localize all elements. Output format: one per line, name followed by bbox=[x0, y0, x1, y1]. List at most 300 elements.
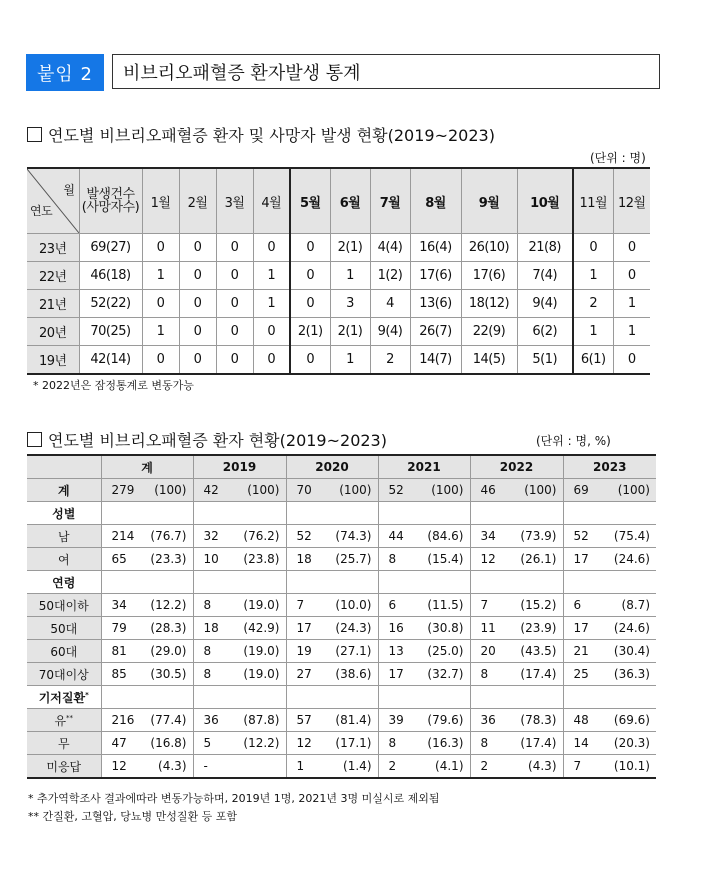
value-pair bbox=[471, 667, 563, 681]
data-row bbox=[27, 755, 656, 779]
month-header-6: 6월 bbox=[330, 168, 370, 234]
count-value: 18 bbox=[203, 621, 219, 635]
value-pair bbox=[379, 621, 470, 635]
column-header: 2022 bbox=[470, 455, 563, 479]
value-cell bbox=[101, 525, 193, 548]
value-cell bbox=[563, 686, 656, 709]
count-value: 216 bbox=[111, 713, 135, 727]
value-cell bbox=[193, 640, 286, 663]
count-value: 214 bbox=[111, 529, 135, 543]
count-value: 52 bbox=[573, 529, 589, 543]
value-pair bbox=[102, 529, 193, 543]
value-pair bbox=[379, 736, 470, 750]
month-value-cell: 0 bbox=[613, 262, 650, 290]
year-row bbox=[27, 318, 650, 346]
value-cell bbox=[101, 732, 193, 755]
month-header-10: 10월 bbox=[517, 168, 573, 234]
value-cell bbox=[470, 479, 563, 502]
count-value: 11 bbox=[480, 621, 496, 635]
count-value: 5 bbox=[203, 736, 212, 750]
value-pair bbox=[194, 759, 286, 773]
value-cell bbox=[378, 709, 470, 732]
data-row bbox=[27, 548, 656, 571]
value-cell bbox=[286, 709, 378, 732]
data-row bbox=[27, 525, 656, 548]
value-cell bbox=[101, 755, 193, 779]
row-label: 50대이하 bbox=[27, 594, 101, 617]
month-value-cell: 1 bbox=[142, 262, 179, 290]
year-row bbox=[27, 234, 650, 262]
month-value-cell: 1 bbox=[573, 262, 613, 290]
value-pair bbox=[471, 713, 563, 727]
count-value: - bbox=[203, 759, 208, 773]
value-pair bbox=[471, 736, 563, 750]
value-pair bbox=[379, 644, 470, 658]
count-value: 2 bbox=[388, 759, 397, 773]
percent-value: (77.4) bbox=[150, 713, 187, 727]
value-cell bbox=[101, 594, 193, 617]
column-header: 2021 bbox=[378, 455, 470, 479]
value-pair bbox=[287, 736, 378, 750]
month-value-cell: 0 bbox=[290, 346, 330, 375]
value-pair bbox=[102, 713, 193, 727]
row-label: 무 bbox=[27, 732, 101, 755]
section1-note: * 2022년은 잠정통계로 변동가능 bbox=[33, 379, 194, 392]
percent-value: (79.6) bbox=[427, 713, 464, 727]
section1-unit: (단위 : 명) bbox=[590, 151, 646, 165]
section1-title-row bbox=[27, 123, 495, 146]
month-header-5: 5월 bbox=[290, 168, 330, 234]
month-value-cell: 6(1) bbox=[573, 346, 613, 375]
value-cell bbox=[470, 732, 563, 755]
value-cell bbox=[378, 479, 470, 502]
month-value-cell: 0 bbox=[216, 346, 253, 375]
percent-value: (12.2) bbox=[150, 598, 187, 612]
count-value: 17 bbox=[573, 552, 589, 566]
percent-value: (17.4) bbox=[520, 736, 557, 750]
count-value: 17 bbox=[296, 621, 312, 635]
category-row bbox=[27, 571, 656, 594]
value-cell bbox=[101, 571, 193, 594]
value-cell bbox=[193, 686, 286, 709]
value-pair bbox=[471, 621, 563, 635]
year-cell: 21년 bbox=[27, 290, 79, 318]
value-cell bbox=[193, 571, 286, 594]
month-value-cell: 17(6) bbox=[461, 262, 517, 290]
value-pair bbox=[564, 759, 657, 773]
value-cell bbox=[563, 663, 656, 686]
value-pair bbox=[564, 483, 657, 497]
value-pair bbox=[287, 598, 378, 612]
value-cell bbox=[470, 709, 563, 732]
value-pair bbox=[194, 529, 286, 543]
count-value: 21 bbox=[573, 644, 589, 658]
value-pair bbox=[287, 713, 378, 727]
percent-value: (12.2) bbox=[243, 736, 280, 750]
value-cell bbox=[470, 594, 563, 617]
data-row bbox=[27, 640, 656, 663]
value-cell bbox=[193, 548, 286, 571]
count-value: 81 bbox=[111, 644, 127, 658]
month-value-cell: 0 bbox=[179, 262, 216, 290]
count-value: 44 bbox=[388, 529, 404, 543]
percent-value: (73.9) bbox=[520, 529, 557, 543]
data-row bbox=[27, 594, 656, 617]
value-cell bbox=[470, 686, 563, 709]
month-value-cell: 21(8) bbox=[517, 234, 573, 262]
value-cell bbox=[563, 525, 656, 548]
percent-value: (74.3) bbox=[335, 529, 372, 543]
category-row bbox=[27, 502, 656, 525]
percent-value: (29.0) bbox=[150, 644, 187, 658]
count-value: 8 bbox=[203, 667, 212, 681]
value-pair bbox=[471, 529, 563, 543]
count-value: 34 bbox=[480, 529, 496, 543]
value-cell bbox=[378, 617, 470, 640]
percent-value: (24.6) bbox=[613, 552, 650, 566]
value-cell bbox=[378, 502, 470, 525]
row-label: 연령 bbox=[27, 571, 101, 594]
monthly-cases-table bbox=[27, 167, 650, 375]
month-value-cell: 0 bbox=[573, 234, 613, 262]
value-pair bbox=[379, 759, 470, 773]
month-value-cell: 0 bbox=[216, 234, 253, 262]
percent-value: (78.3) bbox=[520, 713, 557, 727]
value-cell bbox=[286, 479, 378, 502]
value-cell bbox=[286, 755, 378, 779]
month-value-cell: 4 bbox=[370, 290, 410, 318]
value-cell bbox=[101, 548, 193, 571]
count-value: 34 bbox=[111, 598, 127, 612]
value-cell bbox=[193, 617, 286, 640]
value-cell bbox=[286, 525, 378, 548]
value-pair bbox=[287, 483, 378, 497]
column-header: 2020 bbox=[286, 455, 378, 479]
percent-value: (75.4) bbox=[613, 529, 650, 543]
value-cell bbox=[101, 709, 193, 732]
month-value-cell: 13(6) bbox=[410, 290, 461, 318]
data-row bbox=[27, 663, 656, 686]
value-cell bbox=[193, 755, 286, 779]
percent-value: (1.4) bbox=[343, 759, 372, 773]
month-value-cell: 9(4) bbox=[370, 318, 410, 346]
month-header-11: 11월 bbox=[573, 168, 613, 234]
value-pair bbox=[287, 667, 378, 681]
value-pair bbox=[564, 552, 657, 566]
month-value-cell: 0 bbox=[179, 290, 216, 318]
percent-value: (20.3) bbox=[613, 736, 650, 750]
count-value: 7 bbox=[296, 598, 305, 612]
percent-value: (100) bbox=[617, 483, 650, 497]
count-value: 20 bbox=[480, 644, 496, 658]
row-label: 미응답 bbox=[27, 755, 101, 779]
value-cell bbox=[563, 571, 656, 594]
value-pair bbox=[194, 552, 286, 566]
percent-value: (4.3) bbox=[158, 759, 187, 773]
year-cell: 19년 bbox=[27, 346, 79, 375]
value-pair bbox=[194, 667, 286, 681]
column-header: 2019 bbox=[193, 455, 286, 479]
count-value: 25 bbox=[573, 667, 589, 681]
month-value-cell: 0 bbox=[290, 262, 330, 290]
total-cell: 52(22) bbox=[79, 290, 142, 318]
attachment-badge: 붙임 2 bbox=[26, 54, 104, 91]
count-value: 69 bbox=[573, 483, 589, 497]
month-value-cell: 14(7) bbox=[410, 346, 461, 375]
document-title: 비브리오패혈증 환자발생 통계 bbox=[112, 54, 660, 89]
value-cell bbox=[563, 548, 656, 571]
count-value: 39 bbox=[388, 713, 404, 727]
percent-value: (100) bbox=[431, 483, 464, 497]
percent-value: (4.3) bbox=[528, 759, 557, 773]
row-label: 60대 bbox=[27, 640, 101, 663]
year-row bbox=[27, 290, 650, 318]
percent-value: (84.6) bbox=[427, 529, 464, 543]
month-value-cell: 22(9) bbox=[461, 318, 517, 346]
value-pair bbox=[102, 644, 193, 658]
value-cell bbox=[286, 548, 378, 571]
row-label: 유** bbox=[27, 709, 101, 732]
count-value: 8 bbox=[203, 598, 212, 612]
section2-note-1: * 추가역학조사 결과에따라 변동가능하며, 2019년 1명, 2021년 3명 미실시로 제외됨 bbox=[28, 792, 440, 805]
corner-blank-cell bbox=[27, 455, 101, 479]
value-cell bbox=[378, 686, 470, 709]
value-pair bbox=[379, 598, 470, 612]
month-value-cell: 1 bbox=[142, 318, 179, 346]
value-cell bbox=[286, 663, 378, 686]
month-value-cell: 7(4) bbox=[517, 262, 573, 290]
value-pair bbox=[287, 552, 378, 566]
document-header bbox=[26, 54, 660, 91]
percent-value: (15.2) bbox=[520, 598, 557, 612]
value-pair bbox=[102, 759, 193, 773]
month-header-9: 9월 bbox=[461, 168, 517, 234]
value-pair bbox=[102, 552, 193, 566]
value-pair bbox=[564, 598, 657, 612]
percent-value: (19.0) bbox=[243, 644, 280, 658]
percent-value: (38.6) bbox=[335, 667, 372, 681]
row-label: 여 bbox=[27, 548, 101, 571]
month-value-cell: 26(10) bbox=[461, 234, 517, 262]
percent-value: (16.3) bbox=[427, 736, 464, 750]
count-value: 47 bbox=[111, 736, 127, 750]
month-value-cell: 1 bbox=[253, 290, 290, 318]
month-value-cell: 1 bbox=[330, 262, 370, 290]
value-pair bbox=[564, 667, 657, 681]
percent-value: (23.8) bbox=[243, 552, 280, 566]
value-pair bbox=[564, 644, 657, 658]
value-cell bbox=[563, 502, 656, 525]
footnote-mark: * bbox=[85, 690, 89, 699]
row-label: 계 bbox=[27, 479, 101, 502]
value-cell bbox=[470, 617, 563, 640]
month-value-cell: 2 bbox=[573, 290, 613, 318]
month-value-cell: 0 bbox=[179, 346, 216, 375]
data-row bbox=[27, 617, 656, 640]
value-pair bbox=[194, 736, 286, 750]
value-cell bbox=[563, 640, 656, 663]
count-value: 7 bbox=[480, 598, 489, 612]
percent-value: (76.7) bbox=[150, 529, 187, 543]
section1-title: 연도별 비브리오패혈증 환자 및 사망자 발생 현황(2019~2023) bbox=[48, 126, 495, 145]
count-value: 12 bbox=[480, 552, 496, 566]
month-value-cell: 2(1) bbox=[290, 318, 330, 346]
value-cell bbox=[193, 502, 286, 525]
section2-title: 연도별 비브리오패혈증 환자 현황(2019~2023) bbox=[48, 431, 387, 450]
count-value: 8 bbox=[388, 736, 397, 750]
count-value: 46 bbox=[480, 483, 496, 497]
percent-value: (25.0) bbox=[427, 644, 464, 658]
month-header-7: 7월 bbox=[370, 168, 410, 234]
month-value-cell: 1 bbox=[613, 318, 650, 346]
value-cell bbox=[378, 571, 470, 594]
count-value: 8 bbox=[203, 644, 212, 658]
month-value-cell: 1 bbox=[573, 318, 613, 346]
value-cell bbox=[101, 640, 193, 663]
month-value-cell: 1 bbox=[613, 290, 650, 318]
value-cell bbox=[378, 732, 470, 755]
count-value: 13 bbox=[388, 644, 404, 658]
value-cell bbox=[470, 525, 563, 548]
value-cell bbox=[286, 640, 378, 663]
value-cell bbox=[193, 594, 286, 617]
value-cell bbox=[286, 594, 378, 617]
total-cell: 69(27) bbox=[79, 234, 142, 262]
month-value-cell: 0 bbox=[216, 290, 253, 318]
month-value-cell: 2(1) bbox=[330, 318, 370, 346]
count-value: 27 bbox=[296, 667, 312, 681]
month-value-cell: 3 bbox=[330, 290, 370, 318]
percent-value: (76.2) bbox=[243, 529, 280, 543]
month-header-4: 4월 bbox=[253, 168, 290, 234]
value-pair bbox=[471, 644, 563, 658]
value-cell bbox=[378, 663, 470, 686]
value-cell bbox=[286, 571, 378, 594]
column-header: 계 bbox=[101, 455, 193, 479]
count-value: 12 bbox=[111, 759, 127, 773]
total-row bbox=[27, 479, 656, 502]
value-cell bbox=[101, 663, 193, 686]
count-value: 17 bbox=[388, 667, 404, 681]
percent-value: (25.7) bbox=[335, 552, 372, 566]
percent-value: (30.4) bbox=[613, 644, 650, 658]
value-pair bbox=[471, 598, 563, 612]
table1-header-row bbox=[27, 168, 650, 234]
section2-unit: (단위 : 명, %) bbox=[536, 434, 611, 448]
value-cell bbox=[101, 617, 193, 640]
percent-value: (30.8) bbox=[427, 621, 464, 635]
percent-value: (69.6) bbox=[613, 713, 650, 727]
data-row bbox=[27, 732, 656, 755]
percent-value: (23.9) bbox=[520, 621, 557, 635]
value-cell bbox=[563, 732, 656, 755]
count-value: 279 bbox=[111, 483, 135, 497]
count-value: 36 bbox=[203, 713, 219, 727]
count-value: 7 bbox=[573, 759, 582, 773]
month-value-cell: 6(2) bbox=[517, 318, 573, 346]
percent-value: (30.5) bbox=[150, 667, 187, 681]
value-cell bbox=[193, 525, 286, 548]
value-pair bbox=[102, 598, 193, 612]
percent-value: (15.4) bbox=[427, 552, 464, 566]
percent-value: (19.0) bbox=[243, 598, 280, 612]
percent-value: (19.0) bbox=[243, 667, 280, 681]
count-value: 42 bbox=[203, 483, 219, 497]
corner-header-cell bbox=[27, 168, 79, 234]
month-value-cell: 0 bbox=[613, 234, 650, 262]
count-value: 18 bbox=[296, 552, 312, 566]
percent-value: (43.5) bbox=[520, 644, 557, 658]
value-cell bbox=[563, 709, 656, 732]
percent-value: (32.7) bbox=[427, 667, 464, 681]
value-cell bbox=[378, 525, 470, 548]
value-cell bbox=[563, 617, 656, 640]
value-pair bbox=[564, 621, 657, 635]
percent-value: (100) bbox=[247, 483, 280, 497]
count-value: 85 bbox=[111, 667, 127, 681]
month-value-cell: 0 bbox=[216, 318, 253, 346]
count-value: 2 bbox=[480, 759, 489, 773]
month-header-12: 12월 bbox=[613, 168, 650, 234]
count-header: 발생건수 (사망자수) bbox=[79, 168, 142, 234]
row-label: 남 bbox=[27, 525, 101, 548]
count-value: 70 bbox=[296, 483, 312, 497]
count-value: 12 bbox=[296, 736, 312, 750]
value-pair bbox=[564, 713, 657, 727]
month-value-cell: 0 bbox=[142, 290, 179, 318]
percent-value: (24.3) bbox=[335, 621, 372, 635]
value-pair bbox=[379, 713, 470, 727]
percent-value: (100) bbox=[339, 483, 372, 497]
value-cell bbox=[470, 502, 563, 525]
month-header-2: 2월 bbox=[179, 168, 216, 234]
month-value-cell: 0 bbox=[179, 234, 216, 262]
percent-value: (27.1) bbox=[335, 644, 372, 658]
percent-value: (10.1) bbox=[613, 759, 650, 773]
month-value-cell: 18(12) bbox=[461, 290, 517, 318]
total-cell: 70(25) bbox=[79, 318, 142, 346]
value-cell bbox=[193, 709, 286, 732]
data-row bbox=[27, 709, 656, 732]
value-pair bbox=[287, 644, 378, 658]
value-cell bbox=[563, 755, 656, 779]
value-pair bbox=[379, 667, 470, 681]
percent-value: (42.9) bbox=[243, 621, 280, 635]
column-header: 2023 bbox=[563, 455, 656, 479]
percent-value: (16.8) bbox=[150, 736, 187, 750]
patient-stats-table bbox=[27, 454, 656, 779]
value-cell bbox=[378, 594, 470, 617]
count-value: 32 bbox=[203, 529, 219, 543]
count-value: 6 bbox=[388, 598, 397, 612]
percent-value: (87.8) bbox=[243, 713, 280, 727]
month-value-cell: 0 bbox=[179, 318, 216, 346]
value-pair bbox=[102, 483, 193, 497]
count-value: 17 bbox=[573, 621, 589, 635]
percent-value: (11.5) bbox=[427, 598, 464, 612]
value-pair bbox=[287, 529, 378, 543]
section2-title-row bbox=[27, 428, 387, 451]
percent-value: (100) bbox=[154, 483, 187, 497]
count-value: 65 bbox=[111, 552, 127, 566]
value-cell bbox=[193, 479, 286, 502]
value-pair bbox=[194, 598, 286, 612]
month-value-cell: 1 bbox=[253, 262, 290, 290]
value-pair bbox=[287, 621, 378, 635]
total-cell: 42(14) bbox=[79, 346, 142, 375]
row-label: 기저질환* bbox=[27, 686, 101, 709]
month-value-cell: 9(4) bbox=[517, 290, 573, 318]
